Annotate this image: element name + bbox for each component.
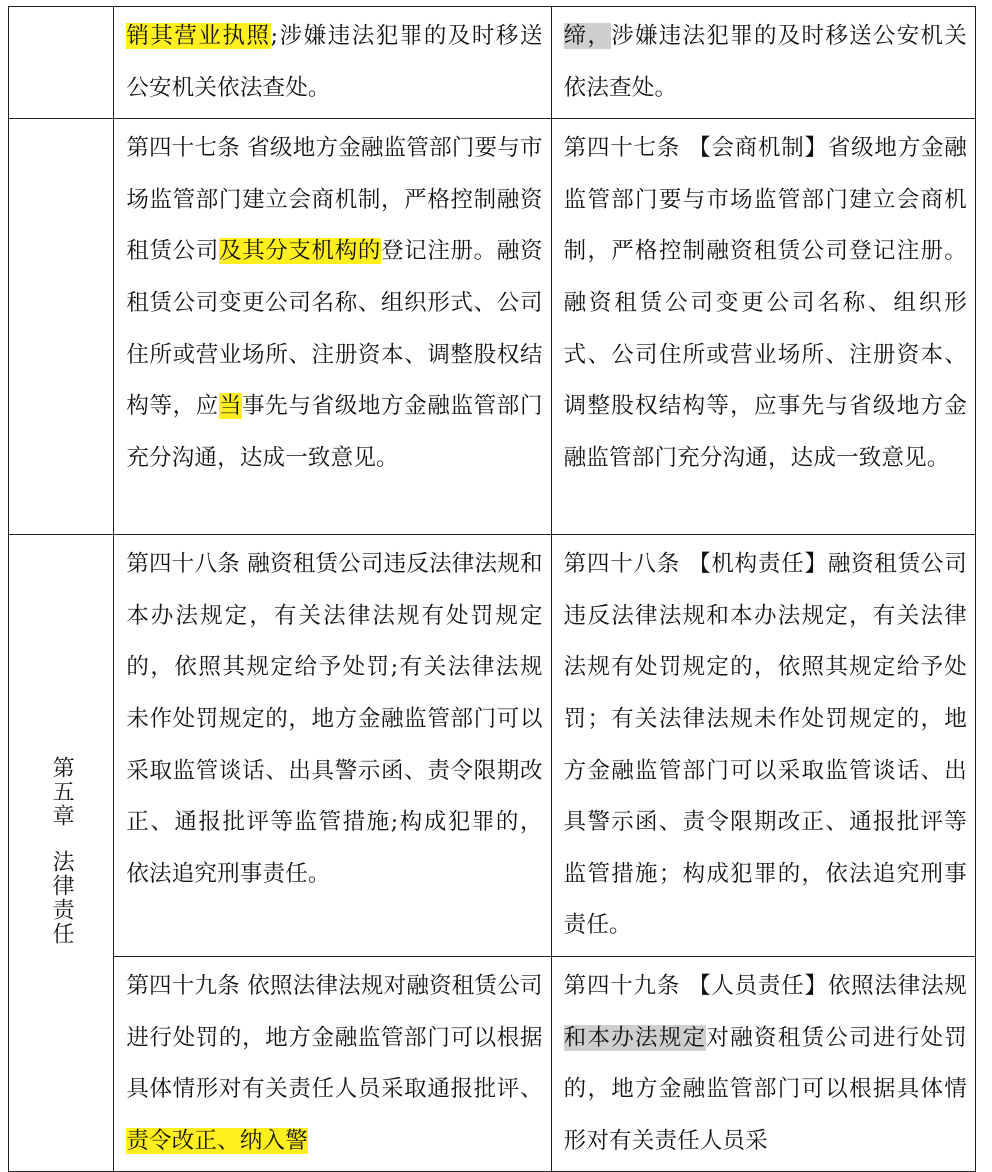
new-text	[552, 535, 975, 956]
text-span: 第四十八条 【机构责任】融资租赁公司违反法律法规和本办法规定，有关法律法规有处罚规定的，依照其规定给予处罚；有关法律法规未作处罚规定的，地方金融监管部门可以采取监管谈话、出具警示函、责令限期改正、通报批评等监管措施；构成犯罪的，依法追究刑事责任。	[563, 551, 967, 939]
chapter-title: 法律责任	[49, 850, 75, 947]
old-text-cell	[114, 7, 551, 119]
chapter-cell-empty	[9, 7, 114, 119]
chapter-number: 第五章	[49, 756, 75, 829]
text-span: 第四十九条 依照法律法规对融资租赁公司进行处罚的，地方金融监管部门可以根据具体情形对有关责任人员采取通报批评、	[126, 972, 543, 1103]
new-text	[552, 957, 975, 1171]
old-text	[114, 535, 550, 904]
old-text	[114, 957, 550, 1171]
highlight-changed: 缔，	[563, 23, 612, 49]
table-row	[9, 535, 976, 957]
old-text-cell	[114, 535, 551, 957]
text-span: 对融资租赁公司进行处罚的，地方金融监管部门可以根据具体情形对有关责任人员采	[563, 1024, 968, 1154]
text-span: 涉嫌违法犯罪的及时移送公安机关依法查处。	[563, 23, 967, 101]
chapter-cell	[9, 535, 114, 1172]
table-row	[9, 956, 976, 1171]
text-span: 事先与省级地方金融监管部门充分沟通，达成一致意见。	[126, 393, 543, 471]
text-span: 第四十七条 【会商机制】省级地方金融监管部门要与市场监管部门建立会商机制，严格控制融资租赁公司登记注册。融资租赁公司变更公司名称、组织形式、公司住所或营业场所、注册资本、调整股权结构等，应事先与省级地方金融监管部门充分沟通，达成一致意见。	[563, 135, 967, 471]
text-span: 登记注册。融资租赁公司变更公司名称、组织形式、公司住所或营业场所、注册资本、调整股权结构等，应	[126, 238, 543, 420]
highlight-added: 责令改正、纳入警	[126, 1127, 308, 1154]
chapter-label	[48, 756, 74, 828]
chapter-cell-empty	[9, 119, 114, 535]
text-span: ;涉嫌违法犯罪的及时移送公安机关依法查处。	[126, 23, 543, 101]
comparison-table	[8, 6, 976, 1172]
text-span: 第四十八条 融资租赁公司违反法律法规和本办法规定，有关法律法规有处罚规定的，依照其规定给予处罚;有关法律法规未作处罚规定的，地方金融监管部门可以采取监管谈话、出具警示函、责令限期改正、通报批评等监管措施;构成犯罪的，依法追究刑事责任。	[126, 551, 543, 887]
table-row	[9, 119, 976, 535]
table-row	[9, 7, 976, 119]
old-text	[114, 119, 550, 488]
old-text-cell	[114, 119, 551, 535]
highlight-added: 及其分支机构的	[218, 238, 382, 265]
new-text-cell	[551, 535, 975, 957]
highlight-changed: 和本办法规定	[563, 1024, 707, 1051]
chapter-title-wrap	[48, 850, 74, 946]
highlight-added: 当	[218, 393, 243, 420]
new-text-cell	[551, 119, 975, 535]
new-text	[552, 119, 975, 488]
new-text-cell	[551, 7, 975, 119]
text-span: 第四十七条 省级地方金融监管部门要与市场监管部门建立会商机制，严格控制融资租赁公司	[126, 135, 543, 265]
old-text	[114, 7, 550, 118]
highlight-added: 销其营业执照	[126, 23, 271, 49]
new-text-cell	[551, 956, 975, 1171]
text-span: 第四十九条 【人员责任】依照法律法规	[563, 972, 967, 999]
new-text	[552, 7, 975, 118]
old-text-cell	[114, 956, 551, 1171]
